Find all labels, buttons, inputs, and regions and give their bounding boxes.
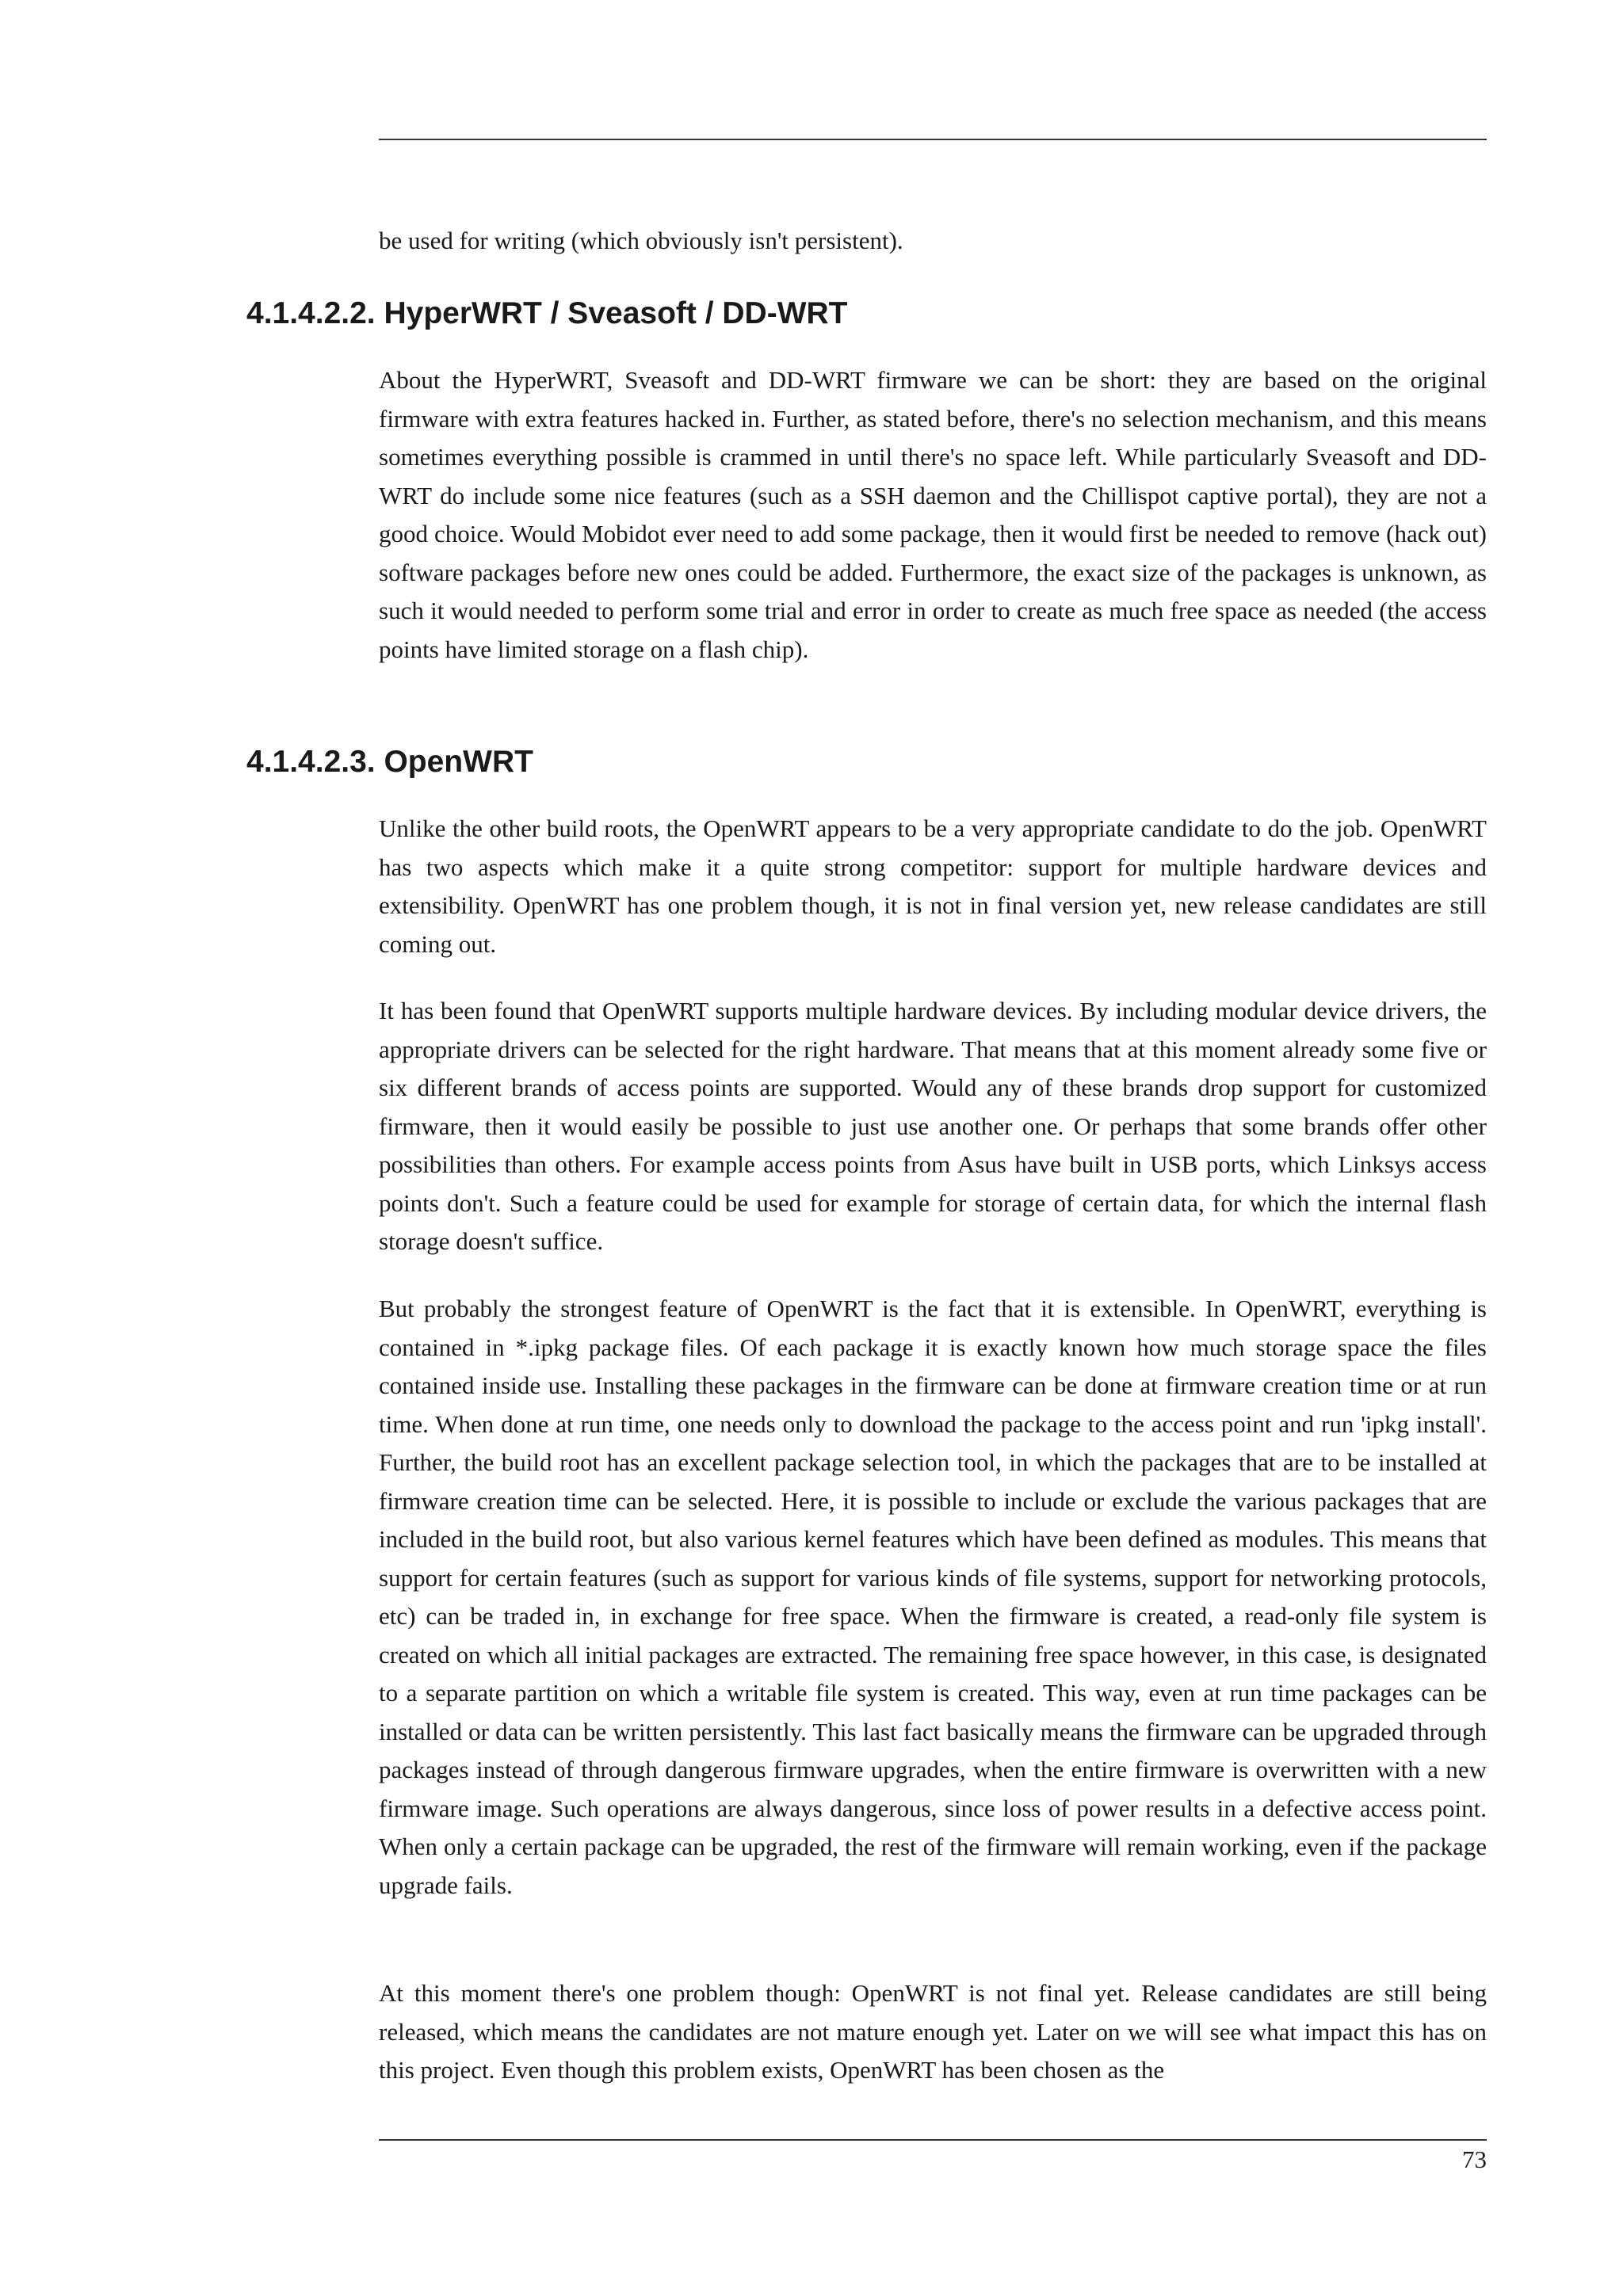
page-number: 73 (1462, 2145, 1487, 2173)
paragraph-openwrt-hardware: It has been found that OpenWRT supports multiple hardware devices. By including modular device drivers, the appropriate drivers can be selected for the right hardware. That means that at this moment already some five or six different brands of access points are supported. Would any of these brands drop support for customized firmware, then it would easily be possible to just use another one. Or perhaps that some brands offer other possibilities than others. For example access points from Asus have built in USB ports, which Linksys access points don't. Such a feature could be used for example for storage of certain data, for which the internal flash storage doesn't suffice. (379, 997, 1487, 1255)
paragraph-hyperwrt: About the HyperWRT, Sveasoft and DD-WRT firmware we can be short: they are based on the original firmware with extra features hacked in. Further, as stated before, there's no selection mechanism, and this means sometimes everything possible is crammed in until there's no space left. While particularly Sveasoft and DD-WRT do include some nice features (such as a SSH daemon and the Chillispot captive portal), they are not a good choice. Would Mobidot ever need to add some package, then it would first be needed to remove (hack out) software packages before new ones could be added. Furthermore, the exact size of the packages is unknown, as such it would needed to perform some trial and error in order to create as much free space as needed (the access points have limited storage on a flash chip). (379, 366, 1487, 663)
paragraph-openwrt-final: At this moment there's one problem though: OpenWRT is not final yet. Release candidates are still being released, which means the candidates are not mature enough yet. Later on we will see what impact this has on this project. Even though this problem exists, OpenWRT has been chosen as the (379, 1979, 1487, 2084)
section-heading-hyperwrt: 4.1.4.2.2. HyperWRT / Sveasoft / DD-WRT (246, 296, 848, 330)
header-rule (379, 139, 1487, 140)
section-heading-openwrt: 4.1.4.2.3. OpenWRT (246, 745, 533, 779)
paragraph-openwrt-intro: Unlike the other build roots, the OpenWRT appears to be a very appropriate candidate to do the job. OpenWRT has two aspects which make it a quite strong competitor: support for multiple hardware devices and extensibility. OpenWRT has one problem though, it is not in final version yet, new release candidates are still coming out. (379, 814, 1487, 958)
footer-rule (379, 2139, 1487, 2141)
paragraph-openwrt-extensible: But probably the strongest feature of OpenWRT is the fact that it is extensible. In OpenWRT, everything is contained in *.ipkg package files. Of each package it is exactly known how much storage space the files contained inside use. Installing these packages in the firmware can be done at firmware creation time or at run time. When done at run time, one needs only to download the package to the access point and run 'ipkg install'. Further, the build root has an excellent package selection tool, in which the packages that are to be installed at firmware creation time can be selected. Here, it is possible to include or exclude the various packages that are included in the build root, but also various kernel features which have been defined as modules. This means that support for certain features (such as support for various kinds of file systems, support for networking protocols, etc) can be traded in, in exchange for free space. When the firmware is created, a read-only file system is created on which all initial packages are extracted. The remaining free space however, in this case, is designated to a separate partition on which a writable file system is created. This way, even at run time packages can be installed or data can be written persistently. This last fact basically means the firmware can be upgraded through packages instead of through dangerous firmware upgrades, when the entire firmware is overwritten with a new firmware image. Such operations are always dangerous, since loss of power results in a defective access point. When only a certain package can be upgraded, the rest of the firmware will remain working, even if the package upgrade fails. (379, 1295, 1487, 1899)
continuation-paragraph: be used for writing (which obviously isn't persistent). (379, 227, 903, 254)
